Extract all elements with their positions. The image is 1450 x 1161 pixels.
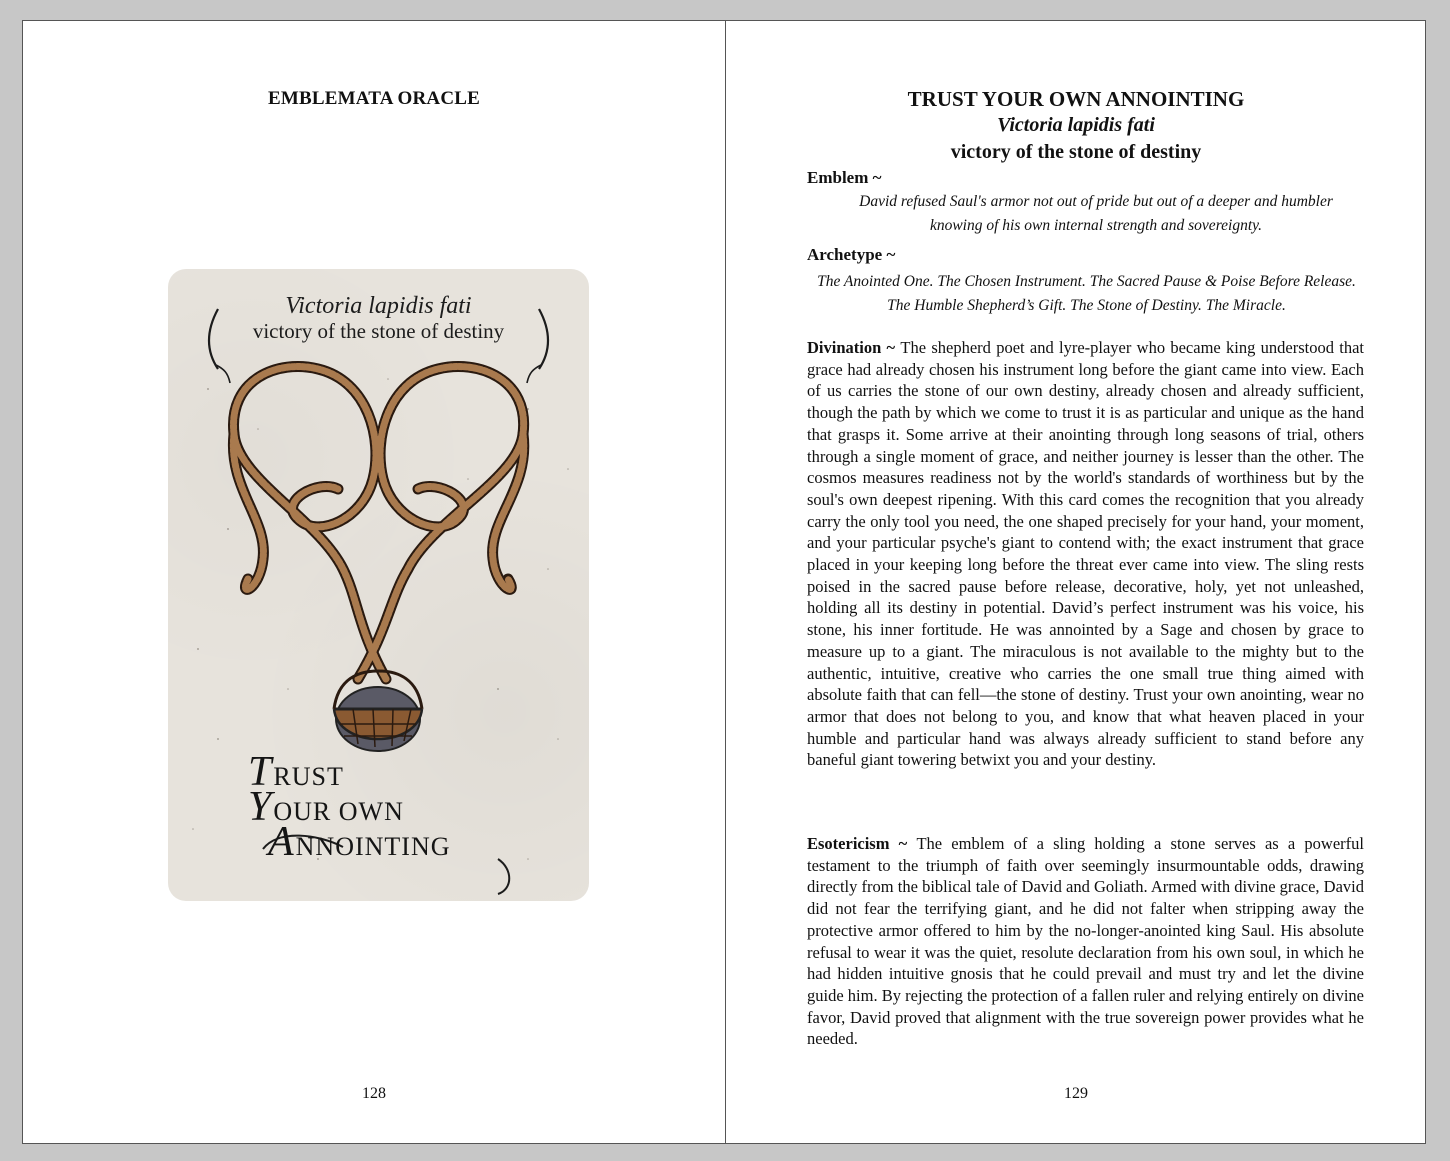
card-latin-title: Victoria lapidis fati — [285, 293, 472, 319]
left-page — [23, 21, 725, 1143]
esotericism-text: The emblem of a sling holding a stone serves as a powerful testament to the triumph of faith over seemingly insurmountable odds, drawing directly from the biblical tale of David and Goliath. Armed with divine grace, David did not fear the terrifying giant, and he did not falter when stripping away the protective armor offered to him by the no-longer-anointed king Saul. His absolute refusal to wear it was the quiet, resolute declaration from his own soul, in which he had hidden intuitive gnosis that he could prevail and must try and let the divine guide him. By rejecting the protection of a fallen ruler and relying entirely on divine favor, David proved that alignment with the true sovereign power provides what he needed. — [807, 834, 1364, 1049]
right-page — [726, 21, 1426, 1143]
card-title — [248, 749, 548, 865]
sling-rope — [233, 367, 523, 679]
running-head: EMBLEMATA ORACLE — [267, 88, 481, 109]
emblem-label: Emblem ~ — [807, 168, 882, 187]
oracle-card — [168, 269, 589, 901]
esotericism-paragraph — [807, 833, 1364, 1050]
divination-paragraph — [807, 337, 1364, 771]
page-number-left: 128 — [362, 1085, 386, 1102]
card-title-line-1: TRUST — [248, 749, 344, 795]
sling-pouch — [334, 671, 422, 751]
card-title-line-3: ANNOINTING — [268, 819, 451, 865]
book-spread — [22, 20, 1426, 1144]
entry-title: TRUST YOUR OWN ANNOINTING — [907, 87, 1245, 111]
emblem-text: David refused Saul's armor not out of pride but out of a deeper and humbler knowing of his own internal strength and sovereignty. — [859, 193, 1333, 234]
esotericism-label: Esotericism ~ — [807, 834, 917, 853]
card-english-title: victory of the stone of destiny — [252, 319, 505, 343]
card-title-line-2: YOUR OWN — [248, 784, 404, 830]
entry-english-title: victory of the stone of destiny — [950, 141, 1202, 163]
page-number-right: 129 — [1064, 1085, 1088, 1102]
divination-label: Divination ~ — [807, 338, 901, 357]
archetype-label: Archetype ~ — [807, 245, 896, 264]
archetype-text: The Anointed One. The Chosen Instrument. The Sacred Pause & Poise Before Release. The Humble Shepherd’s Gift. The Stone of Destiny. The Miracle. — [817, 273, 1356, 314]
entry-latin-title: Victoria lapidis fati — [997, 114, 1155, 136]
divination-text: The shepherd poet and lyre-player who became king understood that grace had already chosen his instrument long before the giant came into view. Each of us carries the stone of our own destiny, already chosen and already sufficient, though the path by which we come to trust it is as particular and unique as the hand that grasps it. Some arrive at their anointing through long seasons of trial, others through a single moment of grace, and neither journey is lesser than the other. The cosmos measures readiness not by the world's standards of worthiness but by the soul's own deepest ripening. With this card comes the recognition that you already carry the only tool you need, the one shaped precisely for your hand, your moment, and your particular psyche's giant to contend with; the exact instrument that grace placed in your keeping long before the threat ever came into view. The sling rests poised in the sacred pause before release, decorative, holy, yet not unleashed, holding all its destiny in potential. David’s perfect instrument was his voice, his stone, his inner fortitude. He was annointed by a Sage and chosen by grace to measure up to a giant. The miraculous is not available to the mighty but to the authentic, intuitive, creative who carries the one small true thing aimed with absolute faith that can fell—the stone of destiny. Trust your own anointing, wear no armor that does not belong to you, and know that what heaven placed in your humble and particular hand was always already sufficient to stand before any baneful giant towering betwixt you and your destiny. — [807, 338, 1364, 770]
